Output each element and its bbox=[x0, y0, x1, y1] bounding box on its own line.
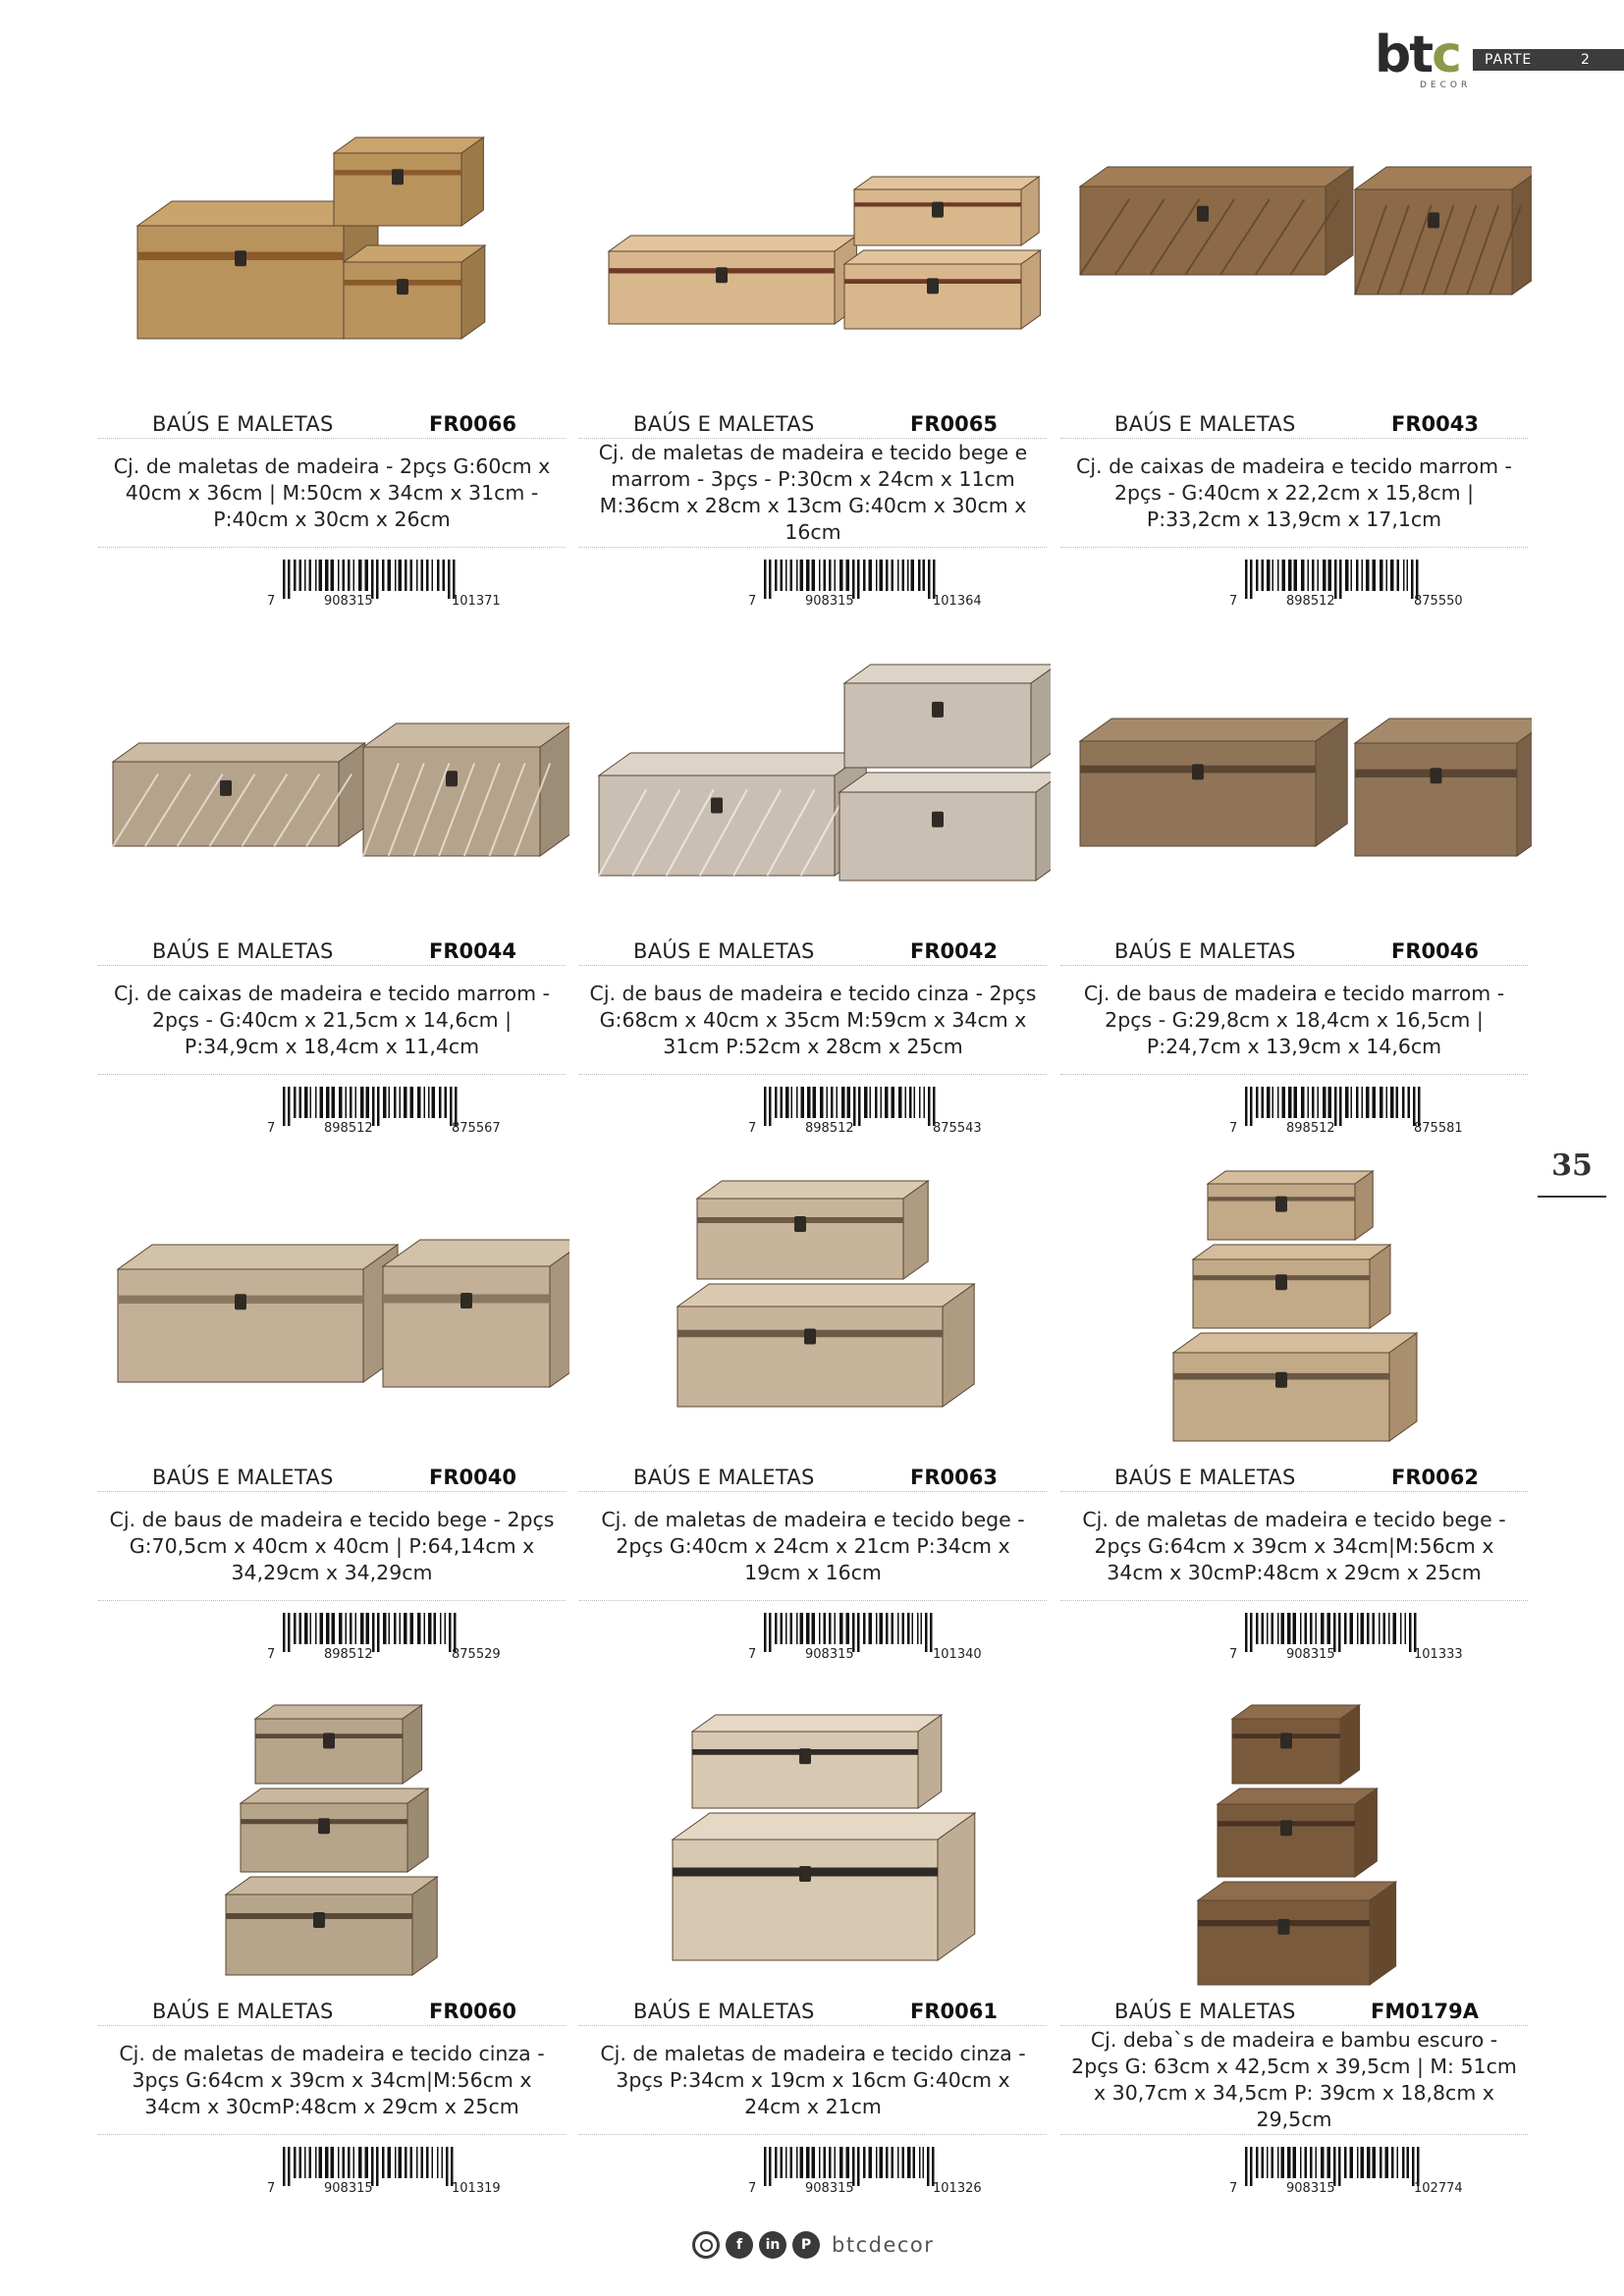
product-category: BAÚS E MALETAS bbox=[152, 939, 334, 963]
product-code: FM0179A bbox=[1371, 2000, 1479, 2023]
svg-text:7: 7 bbox=[267, 2181, 276, 2194]
svg-text:7: 7 bbox=[748, 2181, 757, 2194]
product-header bbox=[98, 1990, 566, 2026]
product-category: BAÚS E MALETAS bbox=[633, 1466, 815, 1489]
product-photo bbox=[98, 635, 569, 930]
product-description: Cj. de baus de madeira e tecido bege - 2pçs G:70,5cm x 40cm x 40cm | P:64,14cm x 34,29cm x 34,29cm bbox=[109, 1507, 555, 1584]
product-category: BAÚS E MALETAS bbox=[633, 939, 815, 963]
product-code: FR0065 bbox=[910, 412, 998, 436]
product-card bbox=[1060, 1695, 1532, 2206]
svg-text:7: 7 bbox=[1229, 1121, 1238, 1134]
product-description-box bbox=[579, 439, 1047, 548]
product-description-box bbox=[98, 2026, 566, 2135]
part-number: 2 bbox=[1581, 52, 1590, 68]
svg-text:101364: 101364 bbox=[933, 594, 982, 607]
product-barcode bbox=[1218, 2145, 1512, 2194]
product-description-box bbox=[98, 1492, 566, 1601]
svg-text:101371: 101371 bbox=[452, 594, 501, 607]
product-description: Cj. de maletas de madeira e tecido cinza - 3pçs G:64cm x 39cm x 34cm|M:56cm x 34cm x 30cmP:48cm x 29cm x 25cm bbox=[119, 2041, 545, 2118]
svg-text:875581: 875581 bbox=[1414, 1121, 1463, 1134]
product-header bbox=[579, 402, 1047, 439]
product-header bbox=[1060, 930, 1528, 966]
product-category: BAÚS E MALETAS bbox=[1114, 939, 1296, 963]
product-description: Cj. de caixas de madeira e tecido marrom - 2pçs - G:40cm x 22,2cm x 15,8cm | P:33,2cm x 13,9cm x 17,1cm bbox=[1076, 454, 1512, 531]
product-description: Cj. de maletas de madeira e tecido bege e marrom - 3pçs - P:30cm x 24cm x 11cm M:36cm x 28cm x 13cm G:40cm x 30cm x 16cm bbox=[598, 441, 1028, 544]
product-header bbox=[98, 402, 566, 439]
product-card bbox=[98, 1695, 569, 2206]
product-category: BAÚS E MALETAS bbox=[1114, 1466, 1296, 1489]
svg-text:898512: 898512 bbox=[1286, 1121, 1335, 1134]
instagram-icon[interactable] bbox=[692, 2231, 720, 2259]
product-header bbox=[1060, 1456, 1528, 1492]
product-category: BAÚS E MALETAS bbox=[633, 2000, 815, 2023]
product-card bbox=[1060, 108, 1532, 618]
svg-text:898512: 898512 bbox=[805, 1121, 854, 1134]
brand-subtitle: DECOR bbox=[1420, 80, 1472, 90]
product-description: Cj. de baus de madeira e tecido cinza - 2pçs G:68cm x 40cm x 35cm M:59cm x 34cm x 31cm P:52cm x 28cm x 25cm bbox=[589, 981, 1037, 1058]
product-code: FR0042 bbox=[910, 939, 998, 963]
svg-text:908315: 908315 bbox=[1286, 1647, 1335, 1660]
product-card bbox=[579, 1161, 1051, 1672]
product-description-box bbox=[1060, 439, 1528, 548]
svg-text:908315: 908315 bbox=[1286, 2181, 1335, 2194]
product-header bbox=[98, 930, 566, 966]
svg-text:908315: 908315 bbox=[324, 2181, 373, 2194]
product-description-box bbox=[1060, 966, 1528, 1075]
product-card bbox=[98, 108, 569, 618]
product-category: BAÚS E MALETAS bbox=[1114, 2000, 1296, 2023]
product-category: BAÚS E MALETAS bbox=[633, 412, 815, 436]
facebook-icon[interactable]: f bbox=[726, 2231, 753, 2259]
product-description-box bbox=[1060, 2026, 1528, 2135]
product-photo bbox=[579, 635, 1051, 930]
product-description: Cj. de caixas de madeira e tecido marrom - 2pçs - G:40cm x 21,5cm x 14,6cm | P:34,9cm x 18,4cm x 11,4cm bbox=[114, 981, 550, 1058]
product-code: FR0061 bbox=[910, 2000, 998, 2023]
product-description: Cj. de maletas de madeira e tecido cinza - 3pçs P:34cm x 19cm x 16cm G:40cm x 24cm x 21cm bbox=[600, 2041, 1026, 2118]
linkedin-icon[interactable]: in bbox=[759, 2231, 786, 2259]
product-card bbox=[1060, 1161, 1532, 1672]
product-description-box bbox=[579, 2026, 1047, 2135]
product-code: FR0060 bbox=[429, 2000, 516, 2023]
product-category: BAÚS E MALETAS bbox=[152, 1466, 334, 1489]
svg-text:875529: 875529 bbox=[452, 1647, 501, 1660]
product-photo bbox=[1060, 1695, 1532, 1990]
svg-text:875543: 875543 bbox=[933, 1121, 982, 1134]
product-barcode bbox=[736, 2145, 1031, 2194]
product-barcode bbox=[736, 558, 1031, 607]
product-code: FR0062 bbox=[1391, 1466, 1479, 1489]
product-photo bbox=[579, 1161, 1051, 1456]
product-description: Cj. de baus de madeira e tecido marrom - 2pçs - G:29,8cm x 18,4cm x 16,5cm | P:24,7cm x 13,9cm x 14,6cm bbox=[1083, 981, 1505, 1058]
svg-text:101326: 101326 bbox=[933, 2181, 982, 2194]
product-photo bbox=[98, 1695, 569, 1990]
product-header bbox=[1060, 402, 1528, 439]
svg-text:7: 7 bbox=[748, 1647, 757, 1660]
product-card bbox=[1060, 635, 1532, 1146]
product-description-box bbox=[98, 966, 566, 1075]
product-code: FR0066 bbox=[429, 412, 516, 436]
svg-text:875550: 875550 bbox=[1414, 594, 1463, 607]
product-card bbox=[98, 635, 569, 1146]
product-category: BAÚS E MALETAS bbox=[152, 2000, 334, 2023]
product-barcode bbox=[1218, 1085, 1512, 1134]
product-photo bbox=[1060, 635, 1532, 930]
product-photo bbox=[579, 108, 1051, 402]
footer-handle: btcdecor bbox=[832, 2233, 935, 2257]
svg-text:908315: 908315 bbox=[805, 594, 854, 607]
brand-name: btc bbox=[1375, 26, 1460, 84]
svg-text:7: 7 bbox=[267, 594, 276, 607]
product-card bbox=[579, 1695, 1051, 2206]
svg-text:7: 7 bbox=[1229, 594, 1238, 607]
product-category: BAÚS E MALETAS bbox=[152, 412, 334, 436]
svg-text:7: 7 bbox=[1229, 2181, 1238, 2194]
product-barcode bbox=[255, 558, 550, 607]
product-barcode bbox=[255, 1085, 550, 1134]
product-description: Cj. de maletas de madeira e tecido bege - 2pçs G:40cm x 24cm x 21cm P:34cm x 19cm x 16cm bbox=[601, 1507, 1025, 1584]
product-card bbox=[98, 1161, 569, 1672]
product-description-box bbox=[1060, 1492, 1528, 1601]
svg-text:875567: 875567 bbox=[452, 1121, 501, 1134]
product-description: Cj. de maletas de madeira - 2pçs G:60cm x 40cm x 36cm | M:50cm x 34cm x 31cm - P:40cm x 30cm x 26cm bbox=[113, 454, 551, 531]
footer bbox=[692, 2230, 934, 2260]
svg-text:102774: 102774 bbox=[1414, 2181, 1463, 2194]
svg-text:7: 7 bbox=[267, 1121, 276, 1134]
product-description: Cj. deba`s de madeira e bambu escuro - 2pçs G: 63cm x 42,5cm x 39,5cm | M: 51cm x 30,7cm x 34,5cm P: 39cm x 18,8cm x 29,5cm bbox=[1071, 2028, 1517, 2131]
product-header bbox=[579, 930, 1047, 966]
product-photo bbox=[1060, 108, 1532, 402]
svg-text:101319: 101319 bbox=[452, 2181, 501, 2194]
product-header bbox=[579, 1990, 1047, 2026]
product-code: FR0063 bbox=[910, 1466, 998, 1489]
part-bar bbox=[1473, 49, 1624, 71]
svg-text:101340: 101340 bbox=[933, 1647, 982, 1660]
product-photo bbox=[98, 108, 569, 402]
product-barcode bbox=[736, 1611, 1031, 1660]
product-description: Cj. de maletas de madeira e tecido bege - 2pçs G:64cm x 39cm x 34cm|M:56cm x 34cm x 30cmP:48cm x 29cm x 25cm bbox=[1082, 1507, 1506, 1584]
page-number: 35 bbox=[1551, 1148, 1593, 1183]
product-card bbox=[579, 108, 1051, 618]
product-description-box bbox=[98, 439, 566, 548]
product-code: FR0043 bbox=[1391, 412, 1479, 436]
part-label: PARTE bbox=[1485, 52, 1533, 68]
product-barcode bbox=[1218, 1611, 1512, 1660]
product-description-box bbox=[579, 1492, 1047, 1601]
product-card bbox=[579, 635, 1051, 1146]
pinterest-icon[interactable]: P bbox=[792, 2231, 820, 2259]
svg-text:7: 7 bbox=[748, 594, 757, 607]
svg-text:898512: 898512 bbox=[324, 1121, 373, 1134]
product-photo bbox=[579, 1695, 1051, 1990]
product-code: FR0044 bbox=[429, 939, 516, 963]
svg-text:7: 7 bbox=[267, 1647, 276, 1660]
product-category: BAÚS E MALETAS bbox=[1114, 412, 1296, 436]
svg-text:898512: 898512 bbox=[1286, 594, 1335, 607]
product-code: FR0046 bbox=[1391, 939, 1479, 963]
svg-text:908315: 908315 bbox=[805, 2181, 854, 2194]
product-header bbox=[98, 1456, 566, 1492]
product-header bbox=[1060, 1990, 1528, 2026]
svg-text:101333: 101333 bbox=[1414, 1647, 1463, 1660]
product-code: FR0040 bbox=[429, 1466, 516, 1489]
product-barcode bbox=[1218, 558, 1512, 607]
page-number-rule bbox=[1538, 1196, 1606, 1198]
product-photo bbox=[1060, 1161, 1532, 1456]
product-header bbox=[579, 1456, 1047, 1492]
product-description-box bbox=[579, 966, 1047, 1075]
product-barcode bbox=[255, 2145, 550, 2194]
svg-text:908315: 908315 bbox=[805, 1647, 854, 1660]
product-photo bbox=[98, 1161, 569, 1456]
product-barcode bbox=[736, 1085, 1031, 1134]
svg-text:898512: 898512 bbox=[324, 1647, 373, 1660]
svg-text:908315: 908315 bbox=[324, 594, 373, 607]
product-barcode bbox=[255, 1611, 550, 1660]
svg-text:7: 7 bbox=[748, 1121, 757, 1134]
svg-text:7: 7 bbox=[1229, 1647, 1238, 1660]
